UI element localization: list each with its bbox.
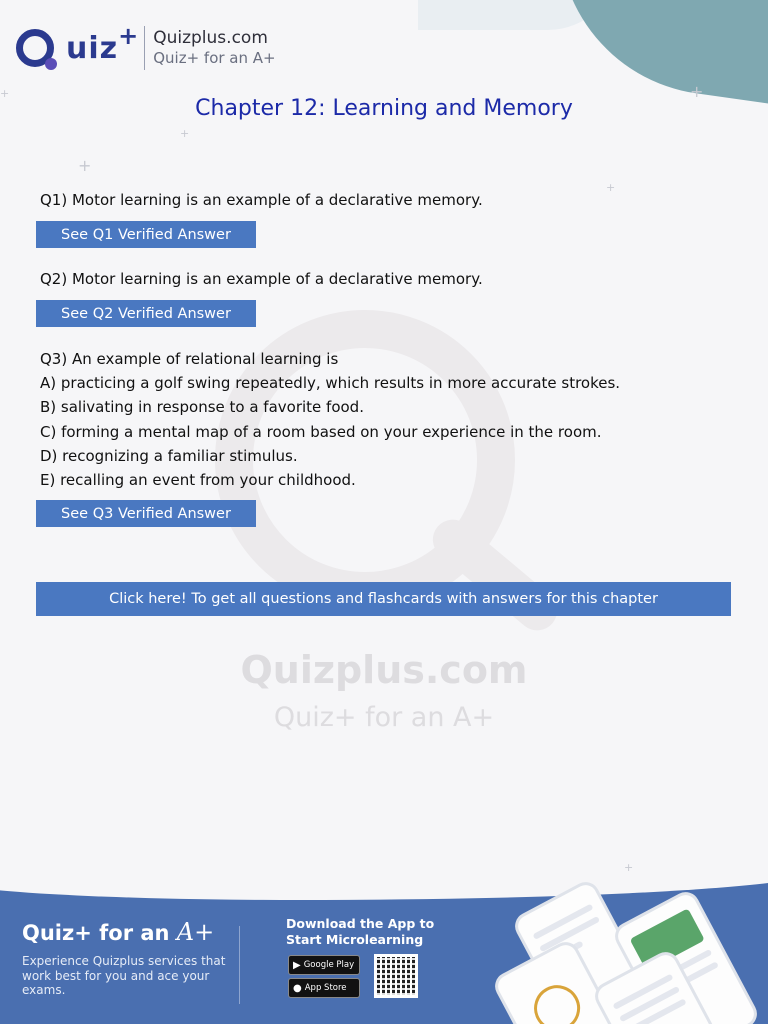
footer-divider — [239, 926, 240, 1004]
question-3-block — [40, 347, 620, 492]
page-title: Chapter 12: Learning and Memory — [195, 96, 573, 121]
plus-decoration-icon: + — [78, 156, 92, 175]
q2-verified-answer-button[interactable]: See Q2 Verified Answer — [36, 300, 256, 327]
google-play-icon: ▶ — [293, 959, 301, 971]
google-play-label: Google Play — [303, 960, 355, 970]
question-3-option-e: E) recalling an event from your childhood. — [40, 471, 356, 490]
q1-verified-answer-button[interactable]: See Q1 Verified Answer — [36, 221, 256, 248]
logo-plus-icon: + — [118, 22, 139, 50]
site-identity — [153, 28, 275, 68]
plus-decoration-icon: + — [624, 861, 634, 874]
logo-q-icon — [16, 29, 54, 67]
plus-decoration-icon: + — [180, 127, 190, 140]
q3-verified-answer-button[interactable]: See Q3 Verified Answer — [36, 500, 256, 527]
plus-decoration-icon: + — [690, 82, 704, 101]
question-3-option-b: B) salivating in response to a favorite food. — [40, 398, 364, 417]
question-3-stem: Q3) An example of relational learning is — [40, 350, 339, 368]
app-store-label: App Store — [304, 983, 347, 993]
footer-wave-decoration — [0, 880, 768, 900]
app-store-badge[interactable] — [288, 978, 360, 998]
footer-headline-prefix: Quiz+ for an — [22, 921, 177, 945]
footer-headline-aplus: A+ — [176, 918, 215, 946]
footer-description: Experience Quizplus services that work best for you and ace your exams. — [22, 954, 226, 997]
plus-decoration-icon: + — [0, 87, 10, 100]
google-play-badge[interactable] — [288, 955, 360, 975]
download-heading: Download the App to Start Microlearning — [286, 916, 435, 947]
site-logo[interactable] — [16, 22, 276, 70]
get-all-questions-button[interactable]: Click here! To get all questions and flashcards with answers for this chapter — [36, 582, 731, 616]
watermark-subtitle: Quiz+ for an A+ — [273, 702, 495, 733]
question-3-option-a: A) practicing a golf swing repeatedly, which results in more accurate strokes. — [40, 374, 621, 393]
site-name: Quizplus.com — [153, 28, 268, 48]
plus-decoration-icon: + — [606, 181, 616, 194]
qr-code[interactable] — [374, 954, 418, 998]
question-3-option-d: D) recognizing a familiar stimulus. — [40, 446, 298, 465]
question-3-option-c: C) forming a mental map of a room based on your experience in the room. — [40, 422, 602, 441]
footer-headline — [22, 918, 214, 946]
apple-icon: ● — [293, 982, 302, 994]
app-promo-footer — [0, 880, 768, 1024]
logo-wordmark: uiz — [66, 30, 119, 66]
question-2-text: Q2) Motor learning is an example of a declarative memory. — [40, 270, 483, 288]
watermark-title: Quizplus.com — [240, 648, 528, 692]
site-tagline: Quiz+ for an A+ — [153, 49, 276, 68]
question-1-text: Q1) Motor learning is an example of a declarative memory. — [40, 191, 483, 209]
logo-divider — [144, 26, 145, 70]
